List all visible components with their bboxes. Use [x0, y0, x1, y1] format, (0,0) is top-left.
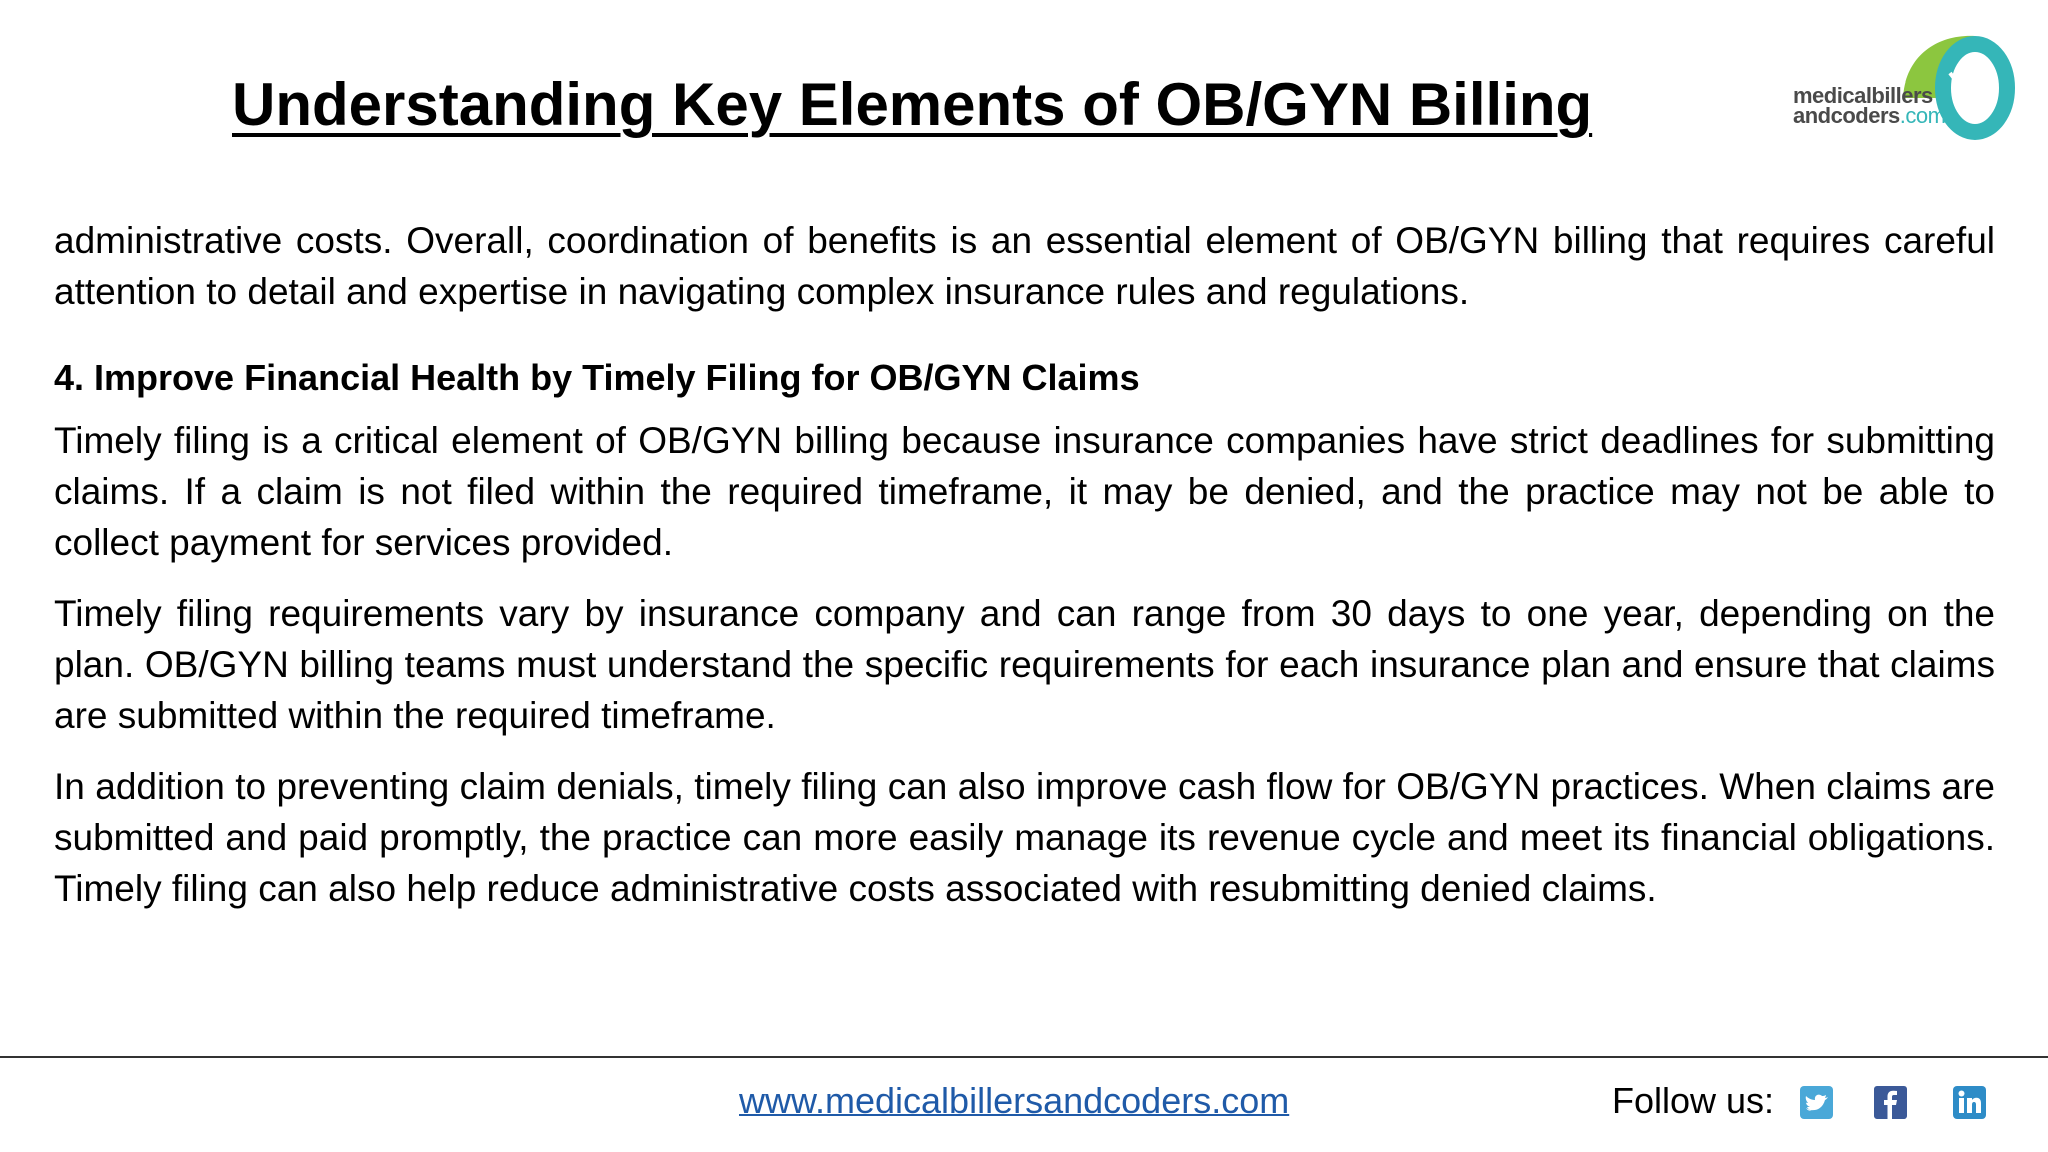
- facebook-icon[interactable]: [1874, 1086, 1907, 1119]
- logo-line-1: medicalbillers: [1793, 83, 1933, 108]
- footer-divider: [0, 1056, 2048, 1058]
- logo-line-2: andcoders.com: [1793, 103, 1946, 128]
- page-title: Understanding Key Elements of OB/GYN Billing: [232, 71, 1593, 138]
- follow-us-label: Follow us:: [1612, 1080, 1775, 1121]
- body-paragraph-1: Timely filing is a critical element of OB/GYN billing because insurance companies have strict deadlines for submitting claims. If a claim is not filed within the required timeframe, it may be denied, and the practice may not be able to collect payment for services provided.: [54, 420, 1995, 563]
- linkedin-icon[interactable]: [1953, 1086, 1986, 1119]
- body-paragraph-3: In addition to preventing claim denials, timely filing can also improve cash flow for OB/GYN practices. When claims are submitted and paid promptly, the practice can more easily manage its revenue cycle and meet its financial obligations. Timely filing can also help reduce administrative costs associated with resubmitting denied claims.: [54, 766, 1995, 909]
- section-heading: 4. Improve Financial Health by Timely Filing for OB/GYN Claims: [54, 357, 1140, 398]
- company-logo: [1785, 28, 2025, 142]
- logo-wordmark: [1793, 83, 1946, 128]
- website-link[interactable]: www.medicalbillersandcoders.com: [739, 1080, 1290, 1121]
- body-paragraph-2: Timely filing requirements vary by insurance company and can range from 30 days to one year, depending on the plan. OB/GYN billing teams must understand the specific requirements for each insurance plan and ensure that claims are submitted within the required timeframe.: [54, 593, 1995, 736]
- intro-paragraph: administrative costs. Overall, coordination of benefits is an essential element of OB/GYN billing that requires careful attention to detail and expertise in navigating complex insurance rules and regulations.: [54, 220, 1995, 312]
- twitter-icon[interactable]: [1800, 1086, 1833, 1119]
- main-content: [54, 215, 1995, 934]
